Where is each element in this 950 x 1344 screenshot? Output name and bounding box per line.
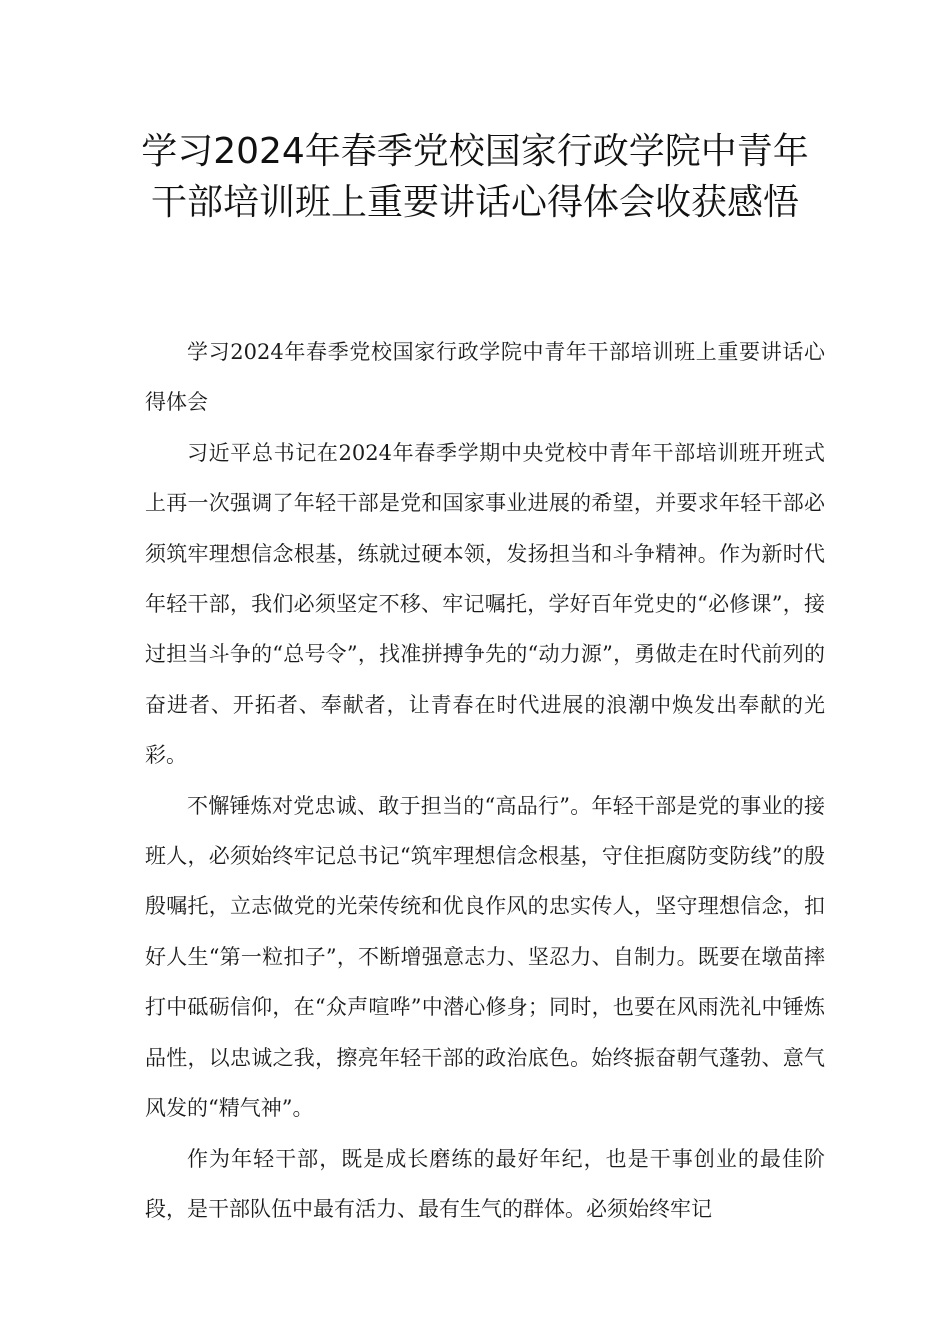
paragraph: 作为年轻干部，既是成长磨练的最好年纪，也是干事创业的最佳阶段，是干部队伍中最有活力、最有生气的群体。必须始终牢记	[145, 1146, 825, 1221]
paragraph: 不懈锤炼对党忠诚、敢于担当的“高品行”。年轻干部是党的事业的接班人，必须始终牢记总书记“筑牢理想信念根基，守住拒腐防变防线”的殷殷嘱托，立志做党的光荣传统和优良作风的忠实传人，坚守理想信念，扣好人生“第一粒扣子”，不断增强意志力、坚忍力、自制力。既要在墩苗摔打中砥砺信仰，在“众声喧哗”中潜心修身；同时，也要在风雨洗礼中锤炼品性，以忠诚之我，擦亮年轻干部的政治底色。始终振奋朝气蓬勃、意气风发的“精气神”。	[145, 793, 825, 1121]
paragraph: 习近平总书记在2024年春季学期中央党校中青年干部培训班开班式上再一次强调了年轻干部是党和国家事业进展的希望，并要求年轻干部必须筑牢理想信念根基，练就过硬本领，发扬担当和斗争精神。作为新时代年轻干部，我们必须坚定不移、牢记嘱托，学好百年党史的“必修课”，接过担当斗争的“总号令”，找准拼搏争先的“动力源”，勇做走在时代前列的奋进者、开拓者、奉献者，让青春在时代进展的浪潮中焕发出奉献的光彩。	[145, 440, 825, 768]
document-body	[145, 327, 825, 1234]
document-title: 学习2024年春季党校国家行政学院中青年干部培训班上重要讲话心得体会收获感悟	[141, 131, 809, 223]
paragraph: 学习2024年春季党校国家行政学院中青年干部培训班上重要讲话心得体会	[145, 340, 825, 415]
